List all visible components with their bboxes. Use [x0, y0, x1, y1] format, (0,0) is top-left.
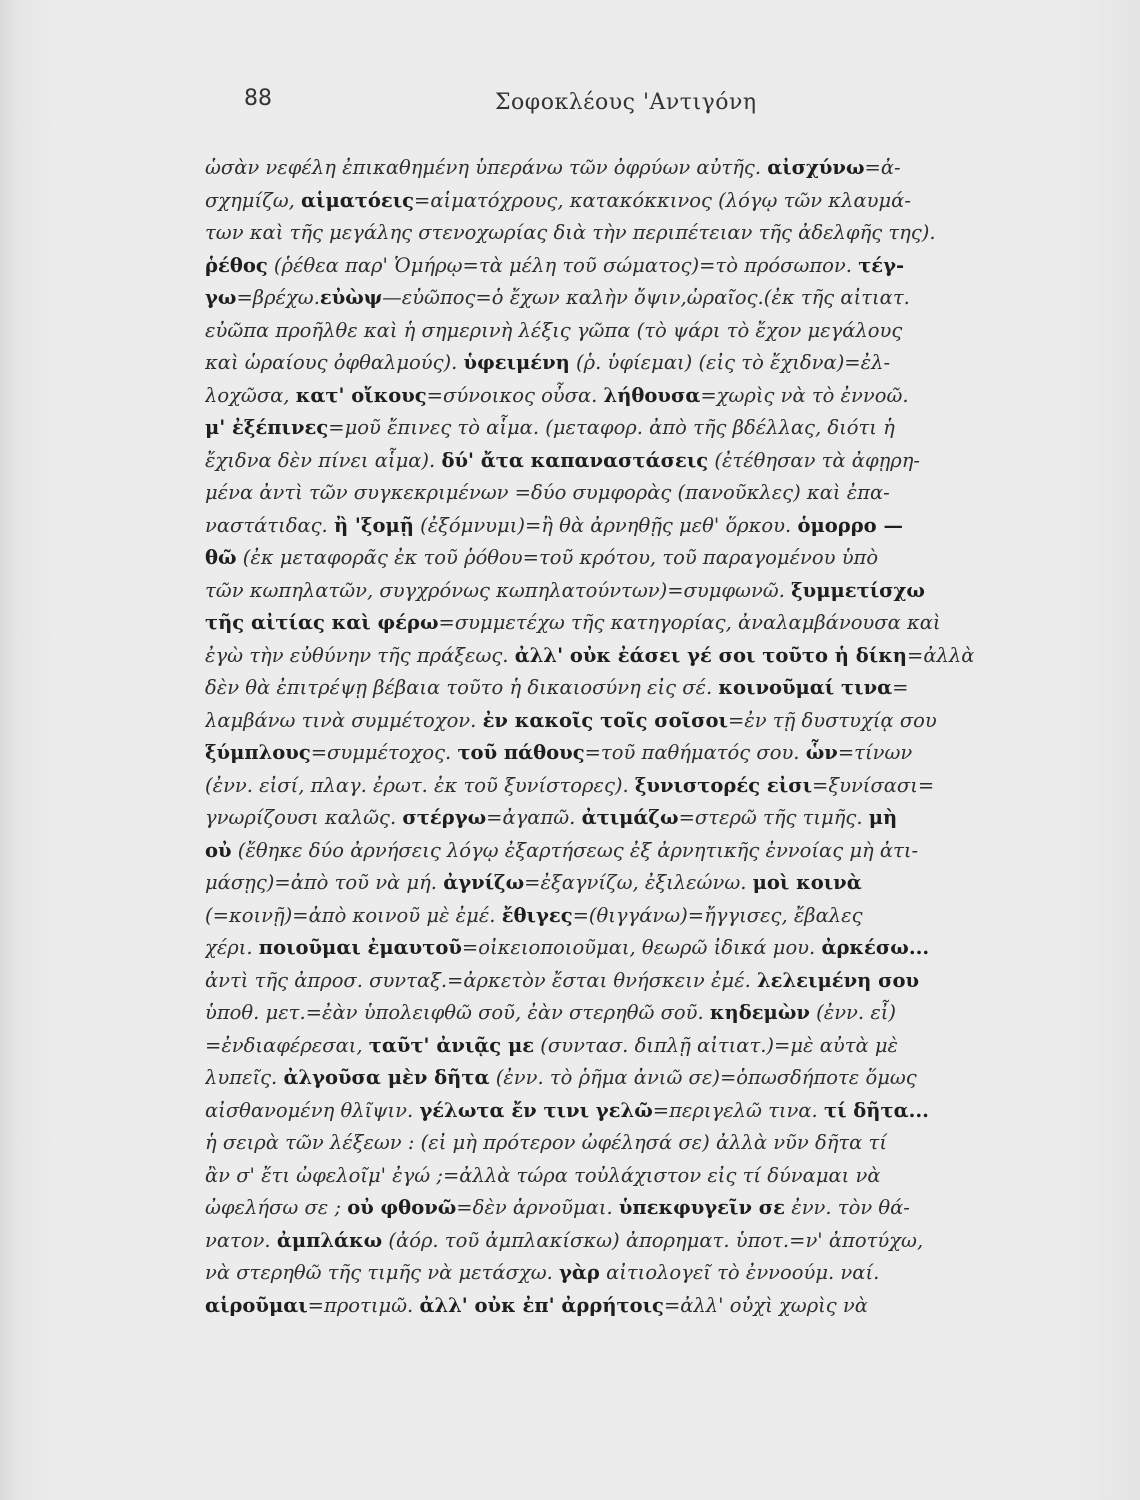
gloss-text: σχημίζω,: [205, 188, 301, 212]
lemma-term: θῶ: [205, 546, 237, 569]
lemma-term: ποιοῦμαι ἐμαυτοῦ: [258, 936, 462, 959]
text-line: [205, 1030, 1100, 1063]
text-line: [205, 770, 1100, 803]
lemma-term: αἱματόεις: [301, 188, 415, 212]
text-line: [205, 900, 1100, 933]
text-line: [205, 1127, 1100, 1160]
lemma-term: ῥέθος: [205, 253, 268, 277]
gloss-text: (ἐκ μεταφορᾶς ἐκ τοῦ ῥόθου=τοῦ κρότου, τοῦ παραγομένου ὑπὸ: [236, 546, 879, 569]
text-line: [205, 282, 1100, 315]
text-line: [205, 412, 1100, 445]
lemma-term: τέγ-: [858, 253, 905, 277]
lemma-term: εὐὼψ: [319, 286, 383, 309]
gloss-text: αἰτιολογεῖ τὸ ἐννοούμ. ναί.: [599, 1261, 880, 1284]
text-line: [205, 1095, 1100, 1128]
gloss-text: (ἐξόμνυμι)=ἢ θὰ ἀρνηθῇς μεθ' ὅρκου.: [413, 513, 798, 537]
text-line: [205, 477, 1100, 510]
gloss-text: =περιγελῶ τινα.: [652, 1098, 824, 1122]
lemma-term: μοὶ κοινὰ: [752, 871, 862, 894]
lemma-term: γὰρ: [559, 1261, 600, 1284]
gloss-text: ἀντὶ τῆς ἀπροσ. συνταξ.=ἀρκετὸν ἔσται θνήσκειν ἐμέ.: [205, 968, 757, 992]
gloss-text: (ἀόρ. τοῦ ἀμπλακίσκω) ἀπορηματ. ὑποτ.=ν' ἀποτύχω,: [382, 1228, 924, 1252]
gloss-text: μάσῃς)=ἀπὸ τοῦ νὰ μή.: [205, 871, 444, 894]
gloss-text: =οἰκειοποιοῦμαι, θεωρῶ ἰδικά μου.: [461, 936, 822, 959]
gloss-text: =(θιγγάνω)=ἤγγισες, ἔβαλες: [572, 903, 863, 927]
lemma-term: ἀγνίζω: [443, 871, 525, 894]
gloss-text: =τοῦ παθήματός σου.: [584, 741, 806, 764]
gloss-text: ὡσὰν νεφέλη ἐπικαθημένη ὑπεράνω τῶν ὀφρύων αὐτῆς.: [205, 156, 768, 179]
gloss-text: (ἐτέθησαν τὰ ἀφῃρη-: [708, 448, 921, 472]
text-line: [205, 185, 1100, 218]
text-line: [205, 1192, 1100, 1225]
lemma-term: ἀλγοῦσα μὲν δῆτα: [283, 1066, 490, 1089]
lemma-term: αἰσχύνω: [767, 156, 865, 179]
lemma-term: λήθουσα: [603, 383, 701, 407]
gloss-text: =τίνων: [837, 741, 913, 764]
lemma-term: ὑπεκφυγεῖν σε: [618, 1196, 786, 1219]
gloss-text: λαμβάνω τινὰ συμμέτοχον.: [205, 708, 483, 732]
gloss-text: νὰ στερηθῶ τῆς τιμῆς νὰ μετάσχω.: [205, 1261, 560, 1284]
gloss-text: δὲν θὰ ἐπιτρέψῃ βέβαια τοῦτο ἡ δικαιοσύνη εἰς σέ.: [205, 676, 719, 699]
text-line: [205, 542, 1100, 575]
text-line: [205, 250, 1100, 283]
gloss-text: γνωρίζουσι καλῶς.: [205, 806, 403, 829]
gloss-text: =ἐξαγνίζω, ἐξιλεώνω.: [524, 871, 753, 894]
gloss-text: ναστάτιδας.: [205, 513, 334, 537]
text-line: [205, 1225, 1100, 1258]
lemma-term: λελειμένη σου: [756, 968, 920, 992]
commentary-text: [205, 152, 1100, 1322]
text-line: [205, 932, 1100, 965]
gloss-text: =ἀγαπῶ.: [486, 806, 582, 829]
lemma-term: κηδεμὼν: [709, 1001, 810, 1024]
lemma-term: ἐν κακοῖς τοῖς σοῖσοι: [482, 708, 728, 732]
lemma-term: μ' ἐξέπινες: [205, 416, 329, 439]
lemma-term: ξυμμετίσχω: [791, 578, 925, 602]
gloss-text: των καὶ τῆς μεγάλης στενοχωρίας διὰ τὴν περιπέτειαν τῆς ἀδελφῆς της).: [205, 221, 936, 244]
text-line: [205, 1290, 1100, 1323]
gloss-text: ὑποθ. μετ.=ἐὰν ὑπολειφθῶ σοῦ, ἐὰν στερηθῶ σοῦ.: [205, 1001, 710, 1024]
text-line: [205, 705, 1100, 738]
gloss-text: (ἐνν. εἰσί, πλαγ. ἐρωτ. ἐκ τοῦ ξυνίστορες).: [205, 773, 635, 797]
text-line: [205, 380, 1100, 413]
gloss-text: νατον.: [205, 1228, 277, 1252]
lemma-term: ὁμορρο —: [797, 513, 903, 537]
lemma-term: κοινοῦμαί τινα: [718, 676, 893, 699]
gloss-text: =μοῦ ἔπινες τὸ αἷμα. (μεταφορ. ἀπὸ τῆς βδέλλας, διότι ἡ: [328, 416, 895, 439]
gloss-text: =ἀλλὰ: [907, 643, 975, 667]
gloss-text: λοχῶσα,: [205, 383, 296, 407]
page-number: 88: [244, 86, 272, 111]
text-line: [205, 965, 1100, 998]
lemma-term: ἀμπλάκω: [276, 1228, 383, 1252]
lemma-term: ξυνιστορές εἰσι: [634, 773, 813, 797]
text-line: [205, 737, 1100, 770]
gloss-text: ἐνν. τὸν θά-: [785, 1196, 910, 1219]
gloss-text: =ξυνίσασι=: [812, 773, 935, 797]
gloss-text: καὶ ὡραίους ὀφθαλμούς).: [205, 351, 464, 374]
lemma-term: ἀλλ' οὐκ ἐπ' ἀρρήτοις: [419, 1293, 664, 1317]
gloss-text: =ἐνδιαφέρεσαι,: [205, 1033, 369, 1057]
gloss-text: εὐῶπα προῆλθε καὶ ἡ σημερινὴ λέξις γῶπα (τὸ ψάρι τὸ ἔχον μεγάλους: [205, 318, 903, 342]
lemma-term: ἀλλ' οὐκ ἐάσει γέ σοι τοῦτο ἡ δίκη: [514, 643, 907, 667]
text-line: [205, 445, 1100, 478]
gloss-text: =δὲν ἀρνοῦμαι.: [456, 1196, 619, 1219]
lemma-term: τῆς αἰτίας καὶ φέρω: [205, 611, 439, 634]
text-line: [205, 997, 1100, 1030]
text-line: [205, 802, 1100, 835]
lemma-term: γέλωτα ἔν τινι γελῶ: [419, 1098, 653, 1122]
gloss-text: αἰσθανομένη θλῖψιν.: [205, 1098, 420, 1122]
text-line: [205, 217, 1100, 250]
text-line: [205, 640, 1100, 673]
gloss-text: (ῥέθεα παρ' Ὁμήρῳ=τὰ μέλη τοῦ σώματος)=τὸ πρόσωπον.: [267, 253, 859, 277]
running-head: Σοφοκλέους 'Αντιγόνη: [495, 90, 757, 115]
gloss-text: =χωρὶς νὰ τὸ ἐννοῶ.: [700, 383, 909, 407]
gloss-text: =ἀ-: [864, 156, 901, 179]
lemma-term: ὑφειμένη: [463, 351, 570, 374]
gloss-text: =ἀλλ' οὐχὶ χωρὶς νὰ: [663, 1293, 868, 1317]
gloss-text: (συντασ. διπλῇ αἰτιατ.)=μὲ αὐτὰ μὲ: [534, 1033, 899, 1057]
gloss-text: τῶν κωπηλατῶν, συγχρόνως κωπηλατούντων)=συμφωνῶ.: [205, 578, 792, 602]
gloss-text: =: [892, 676, 909, 699]
text-line: [205, 835, 1100, 868]
gloss-text: =προτιμῶ.: [307, 1293, 420, 1317]
lemma-term: τί δῆτα...: [823, 1098, 929, 1122]
gloss-text: ἐγὼ τὴν εὐθύνην τῆς πράξεως.: [205, 643, 515, 667]
lemma-term: τοῦ πάθους: [457, 741, 585, 764]
lemma-term: αἱροῦμαι: [205, 1293, 308, 1317]
lemma-term: ὧν: [805, 741, 838, 764]
gloss-text: (ῥ. ὑφίεμαι) (εἰς τὸ ἔχιδνα)=ἐλ-: [569, 351, 891, 374]
gloss-text: —εὐῶπος=ὁ ἔχων καλὴν ὄψιν,ὡραῖος.(ἐκ τῆς αἰτιατ.: [382, 286, 910, 309]
gloss-text: =αἱματόχρους, κατακόκκινος (λόγῳ τῶν κλαυμά-: [414, 188, 911, 212]
gloss-text: =σύνοικος οὖσα.: [426, 383, 604, 407]
text-line: [205, 315, 1100, 348]
lemma-term: στέργω: [402, 806, 487, 829]
text-line: [205, 1062, 1100, 1095]
lemma-term: κατ' οἴκους: [295, 383, 427, 407]
lemma-term: ἔθιγες: [501, 903, 573, 927]
text-line: [205, 672, 1100, 705]
gloss-text: λυπεῖς.: [205, 1066, 284, 1089]
text-line: [205, 510, 1100, 543]
lemma-term: ἢ 'ξομῇ: [333, 513, 414, 537]
gloss-text: ὠφελήσω σε ;: [205, 1196, 348, 1219]
gloss-text: ἡ σειρὰ τῶν λέξεων : (εἰ μὴ πρότερον ὠφέλησά σε) ἀλλὰ νῦν δῆτα τί: [205, 1131, 887, 1154]
text-line: [205, 575, 1100, 608]
lemma-term: δύ' ἄτα καπαναστάσεις: [441, 448, 709, 472]
gloss-text: χέρι.: [205, 936, 259, 959]
lemma-term: οὐ φθονῶ: [347, 1196, 457, 1219]
text-line: [205, 152, 1100, 185]
gloss-text: =ἐν τῇ δυστυχίᾳ σου: [727, 708, 937, 732]
lemma-term: ἀρκέσω...: [821, 936, 930, 959]
gloss-text: (=κοινῇ)=ἀπὸ κοινοῦ μὲ ἐμέ.: [205, 903, 502, 927]
gloss-text: =στερῶ τῆς τιμῆς.: [678, 806, 869, 829]
gloss-text: (ἔθηκε δύο ἀρνήσεις λόγῳ ἐξαρτήσεως ἐξ ἀρνητικῆς ἐννοίας μὴ ἀτι-: [231, 838, 919, 862]
gloss-text: =συμμέτοχος.: [310, 741, 458, 764]
gloss-text: μένα ἀντὶ τῶν συγκεκριμένων =δύο συμφορὰς (πανοῦκλες) καὶ ἐπα-: [205, 481, 890, 504]
text-line: [205, 1257, 1100, 1290]
gloss-text: (ἐνν. εἶ): [809, 1001, 897, 1024]
lemma-term: μὴ: [868, 806, 898, 829]
lemma-term: ξύμπλους: [205, 741, 311, 764]
gloss-text: (ἐνν. τὸ ῥῆμα ἀνιῶ σε)=ὁπωσδήποτε ὅμως: [489, 1066, 917, 1089]
text-line: [205, 867, 1100, 900]
lemma-term: ταῦτ' ἀνιᾷς με: [368, 1033, 535, 1057]
lemma-term: οὐ: [205, 838, 232, 862]
gloss-text: =συμμετέχω τῆς κατηγορίας, ἀναλαμβάνουσα καὶ: [438, 611, 941, 634]
text-line: [205, 347, 1100, 380]
gloss-text: ἂν σ' ἔτι ὠφελοῖμ' ἐγώ ;=ἀλλὰ τώρα τοὐλάχιστον εἰς τί δύναμαι νὰ: [205, 1163, 881, 1187]
text-line: [205, 607, 1100, 640]
text-line: [205, 1160, 1100, 1193]
gloss-text: =βρέχω.: [236, 286, 320, 309]
lemma-term: γω: [205, 286, 237, 309]
lemma-term: ἀτιμάζω: [581, 806, 679, 829]
gloss-text: ἔχιδνα δὲν πίνει αἷμα).: [205, 448, 442, 472]
